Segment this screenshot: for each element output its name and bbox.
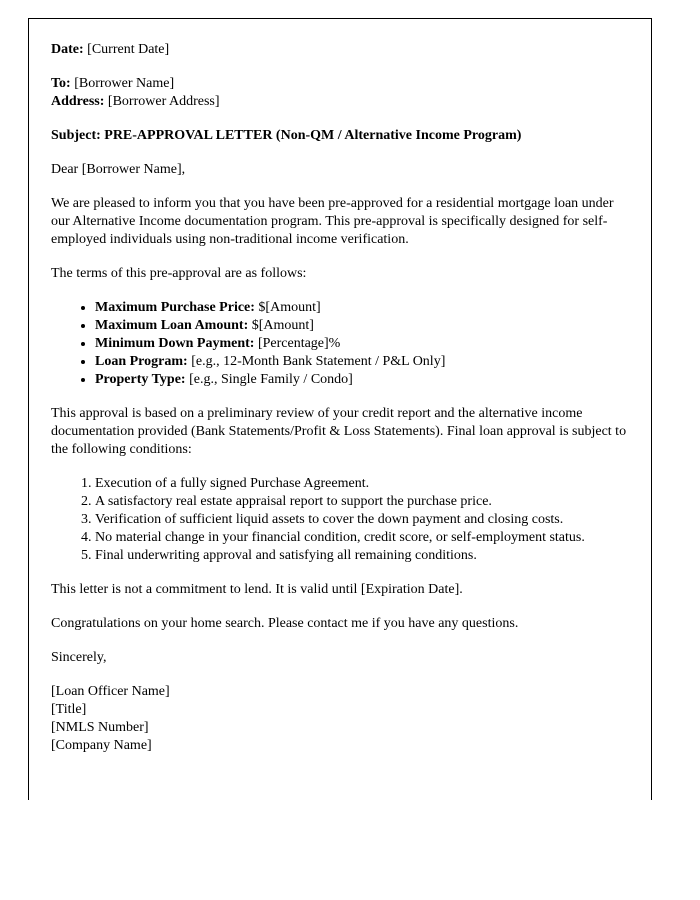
terms-list (51, 299, 629, 389)
closing-paragraph: Congratulations on your home search. Please contact me if you have any questions. (51, 616, 519, 631)
condition-item: 1. Execution of a fully signed Purchase Agreement. (95, 475, 629, 493)
signature-company: [Company Name] (51, 738, 152, 753)
signoff: Sincerely, (51, 650, 107, 665)
date-label: Date: (51, 42, 84, 57)
term-label: Maximum Loan Amount: (95, 318, 249, 333)
term-value: [e.g., Single Family / Condo] (189, 372, 353, 387)
term-label: Maximum Purchase Price: (95, 300, 255, 315)
terms-intro: The terms of this pre-approval are as follows: (51, 266, 307, 281)
term-item (95, 371, 629, 389)
term-label: Minimum Down Payment: (95, 336, 255, 351)
letter-document (28, 18, 652, 800)
conditions-paragraph: This approval is based on a preliminary review of your credit report and the alternative income documentation provided (Bank Statements/Profit & Loss Statements). Final loan approval is subject to the following conditions: (51, 406, 627, 457)
signature-name: [Loan Officer Name] (51, 684, 170, 699)
subject-text: Subject: PRE-APPROVAL LETTER (Non-QM / Alternative Income Program) (51, 128, 522, 143)
signature-nmls: [NMLS Number] (51, 720, 149, 735)
term-value: $[Amount] (258, 300, 321, 315)
intro-paragraph: We are pleased to inform you that you have been pre-approved for a residential mortgage loan under our Alternative Income documentation program. This pre-approval is specifically designed for self-employed individuals using non-traditional income verification. (51, 196, 614, 247)
salutation: Dear [Borrower Name], (51, 162, 186, 177)
recipient-block (51, 75, 629, 111)
conditions-list (51, 475, 629, 565)
condition-item: 2. A satisfactory real estate appraisal report to support the purchase price. (95, 493, 629, 511)
term-value: $[Amount] (251, 318, 314, 333)
term-item (95, 353, 629, 371)
term-item (95, 317, 629, 335)
condition-item: 5. Final underwriting approval and satisfying all remaining conditions. (95, 547, 629, 565)
address-value: [Borrower Address] (107, 94, 220, 109)
date-line (51, 41, 629, 59)
signature-block (51, 683, 629, 755)
to-label: To: (51, 76, 71, 91)
term-item (95, 335, 629, 353)
term-label: Property Type: (95, 372, 186, 387)
term-value: [e.g., 12-Month Bank Statement / P&L Only] (191, 354, 446, 369)
term-value: [Percentage]% (257, 336, 341, 351)
address-line (51, 93, 629, 111)
validity-paragraph: This letter is not a commitment to lend. It is valid until [Expiration Date]. (51, 582, 463, 597)
subject-line (51, 127, 629, 145)
to-value: [Borrower Name] (74, 76, 175, 91)
condition-item: 3. Verification of sufficient liquid assets to cover the down payment and closing costs. (95, 511, 629, 529)
term-item (95, 299, 629, 317)
date-value: [Current Date] (87, 42, 170, 57)
signature-title: [Title] (51, 702, 87, 717)
term-label: Loan Program: (95, 354, 188, 369)
address-label: Address: (51, 94, 105, 109)
to-line (51, 75, 629, 93)
condition-item: 4. No material change in your financial condition, credit score, or self-employment status. (95, 529, 629, 547)
